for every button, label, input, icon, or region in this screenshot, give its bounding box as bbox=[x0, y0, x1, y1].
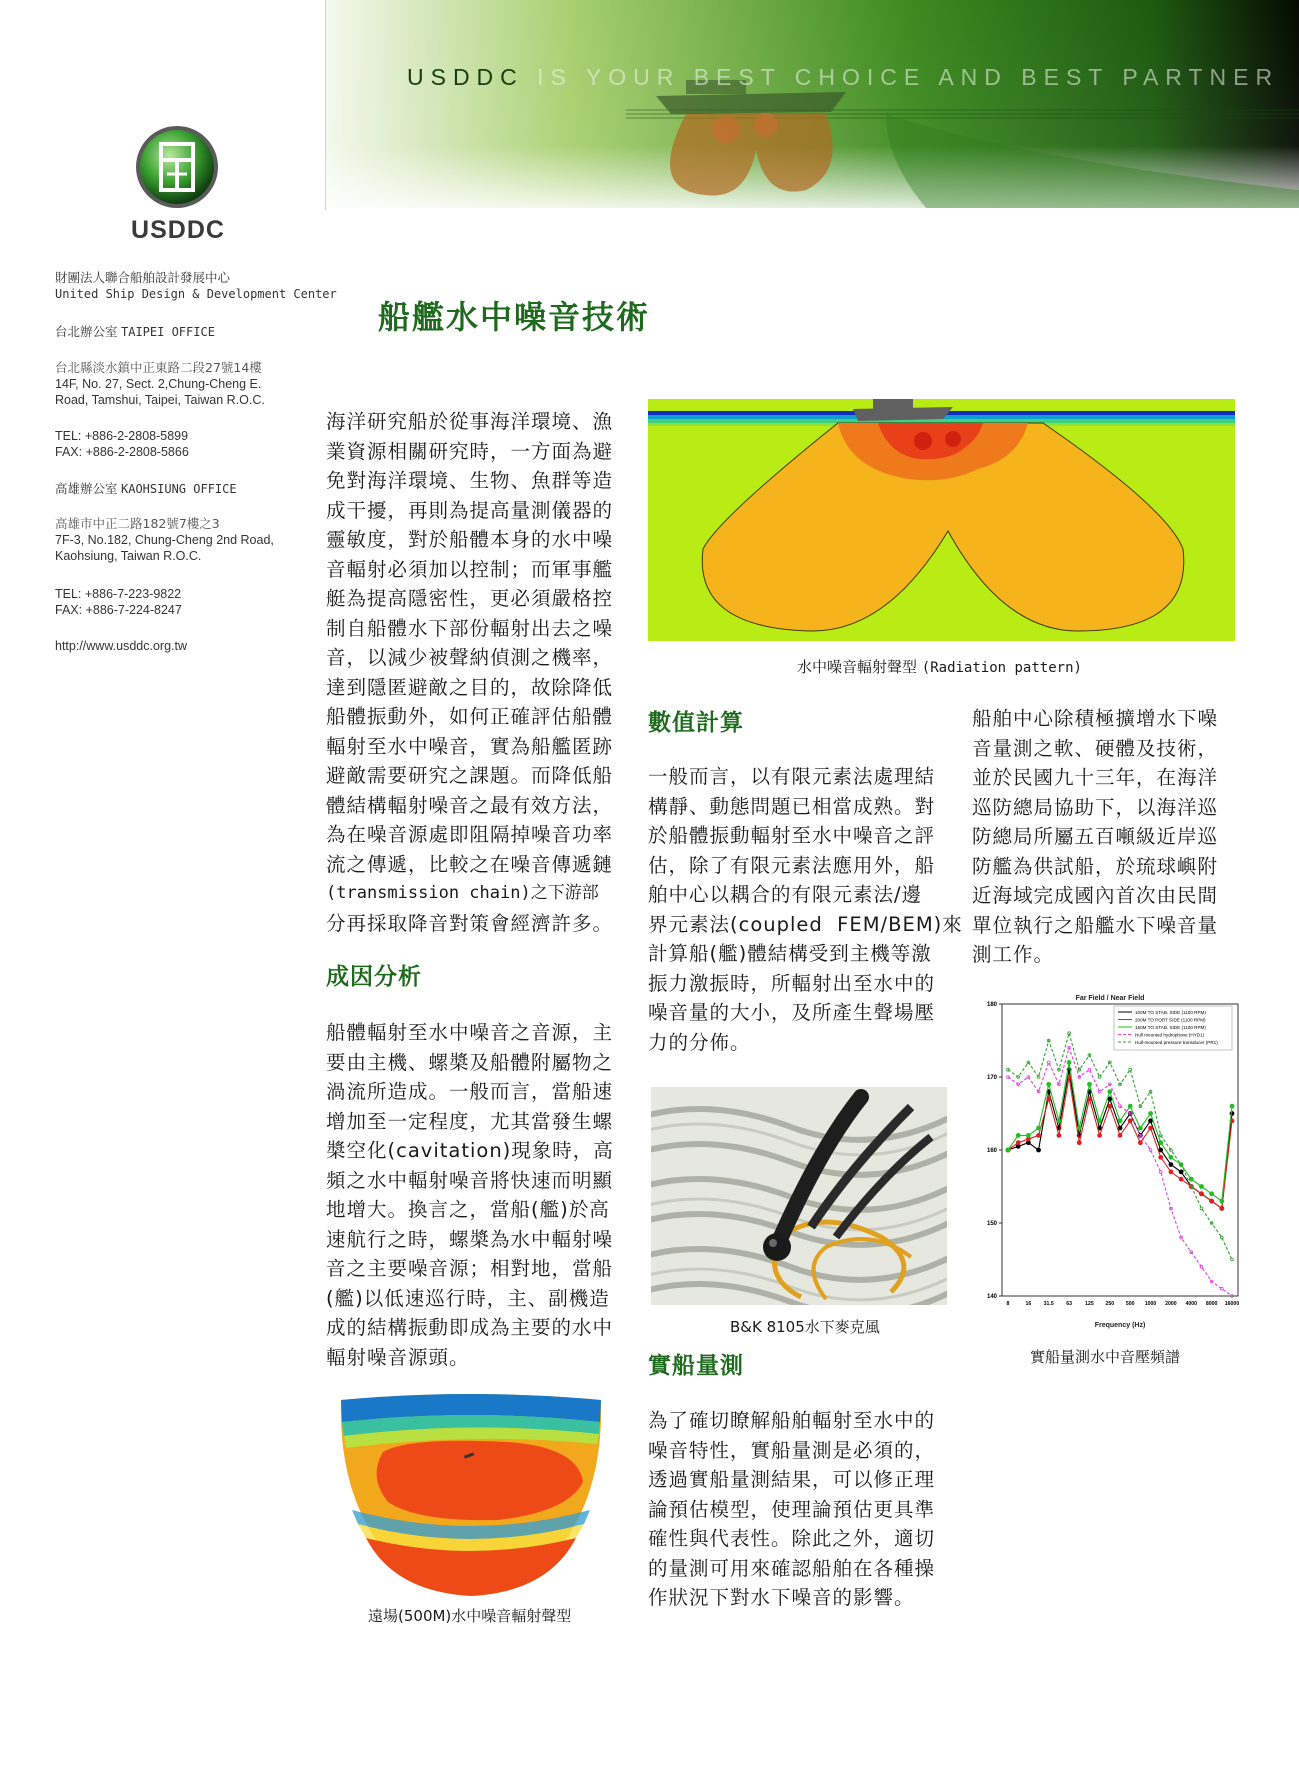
text-line: 單位執行之船艦水下噪音量 bbox=[972, 913, 1219, 937]
x-tick-label: 4000 bbox=[1185, 1301, 1198, 1307]
text-line: 業資源相關研究時，一方面為避 bbox=[326, 439, 614, 463]
data-point bbox=[1210, 1192, 1214, 1196]
text-line: 近海域完成國內首次由民間 bbox=[972, 884, 1219, 907]
data-point bbox=[1108, 1104, 1112, 1108]
x-tick-label: 2000 bbox=[1165, 1301, 1177, 1307]
data-point bbox=[1149, 1112, 1153, 1116]
radiation-caption bbox=[797, 656, 1082, 677]
measurement-paragraph bbox=[648, 1406, 958, 1613]
data-point bbox=[1108, 1090, 1112, 1094]
kaohsiung-contact bbox=[55, 586, 182, 618]
text-line: 地增大。換言之，當船(艦)於高 bbox=[326, 1198, 610, 1221]
data-point bbox=[1067, 1060, 1071, 1064]
y-tick-label: 140 bbox=[986, 1294, 997, 1300]
text-line: 計算船(艦)體結構受到主機等激 bbox=[648, 942, 932, 965]
text-line: 防艦為供試船，於琉球嶼附 bbox=[972, 854, 1219, 878]
text-line: 槳空化(cavitation)現象時，高 bbox=[326, 1139, 614, 1162]
text-line: 海洋研究船於從事海洋環境、漁 bbox=[326, 410, 614, 433]
data-point bbox=[1067, 1075, 1071, 1079]
text-line: 於船體振動輻射至水中噪音之評 bbox=[648, 824, 936, 847]
measurement-heading: 實船量測 bbox=[648, 1353, 744, 1379]
data-point bbox=[1087, 1082, 1091, 1086]
radiation-pattern-figure bbox=[648, 399, 1235, 641]
farfield-caption: 遠場(500M)水中噪音輻射聲型 bbox=[368, 1607, 572, 1625]
data-point bbox=[1169, 1155, 1173, 1159]
data-point bbox=[1199, 1185, 1203, 1189]
taipei-address-en1: 14F, No. 27, Sect. 2,Chung-Cheng E. bbox=[55, 377, 262, 391]
text-line: 流之傳遞，比較之在噪音傳遞鏈 bbox=[326, 852, 614, 876]
center-paragraph bbox=[972, 704, 1242, 970]
x-tick-label: 31.5 bbox=[1043, 1301, 1054, 1307]
radiation-caption-zh: 水中噪音輻射聲型 bbox=[797, 658, 922, 676]
text-line: 船舶中心除積極擴增水下噪 bbox=[972, 707, 1219, 730]
text-line: 測工作。 bbox=[972, 943, 1055, 966]
data-point bbox=[1230, 1104, 1234, 1108]
farfield-pattern-figure bbox=[338, 1392, 604, 1598]
y-tick-label: 150 bbox=[986, 1221, 997, 1227]
spectrum-chart-svg bbox=[968, 990, 1248, 1330]
data-point bbox=[1189, 1177, 1193, 1181]
x-tick-label: 63 bbox=[1066, 1301, 1072, 1307]
data-point bbox=[1159, 1148, 1163, 1152]
legend-label: Hull mounted hydrophone (HYD1) bbox=[1135, 1032, 1205, 1038]
text-line: 成的結構振動即成為主要的水中 bbox=[326, 1316, 614, 1339]
data-point bbox=[1159, 1141, 1163, 1145]
data-point bbox=[1016, 1133, 1020, 1137]
data-point bbox=[1077, 1126, 1081, 1130]
org-name-en: United Ship Design & Development Center bbox=[55, 287, 337, 301]
usddc-logo-icon bbox=[134, 124, 220, 210]
text-line: 增加至一定程度，尤其當發生螺 bbox=[326, 1109, 614, 1133]
text-line: 成干擾，再則為提高量測儀器的 bbox=[326, 498, 614, 522]
taipei-address bbox=[55, 360, 265, 408]
data-point bbox=[1016, 1141, 1020, 1145]
data-point bbox=[1210, 1199, 1214, 1203]
kaohsiung-fax: FAX: +886-7-224-8247 bbox=[55, 603, 182, 617]
text-line: 要由主機、螺槳及船體附屬物之 bbox=[326, 1050, 614, 1074]
intro-paragraph bbox=[326, 407, 626, 938]
text-line: 渦流所造成。一般而言，當船速 bbox=[326, 1080, 614, 1103]
spectrum-caption: 實船量測水中音壓頻譜 bbox=[1030, 1348, 1181, 1366]
x-tick-label: 8 bbox=[1006, 1301, 1010, 1307]
text-line: 音輻射必須加以控制；而軍事艦 bbox=[326, 557, 614, 581]
text-line: 頻之水中輻射噪音將快速而明顯 bbox=[326, 1168, 614, 1192]
x-tick-label: 16000 bbox=[1224, 1301, 1240, 1307]
data-point bbox=[1118, 1126, 1122, 1130]
x-tick-label: 8000 bbox=[1205, 1301, 1218, 1307]
data-point bbox=[1149, 1126, 1153, 1130]
tagline-brand: USDDC bbox=[407, 64, 538, 90]
text-line: 並於民國九十三年，在海洋 bbox=[972, 766, 1219, 789]
numerical-heading: 數值計算 bbox=[648, 710, 744, 736]
spectrum-chart bbox=[968, 990, 1248, 1330]
text-line: 界元素法(coupled FEM/BEM)來 bbox=[648, 912, 963, 936]
text-line: 論預估模型，使理論預估更具準 bbox=[648, 1497, 936, 1521]
data-point bbox=[1169, 1163, 1173, 1167]
text-line: 船體輻射至水中噪音之音源，主 bbox=[326, 1021, 614, 1044]
text-line: 音之主要噪音源；相對地，當船 bbox=[326, 1257, 614, 1280]
taipei-fax: FAX: +886-2-2808-5866 bbox=[55, 445, 189, 459]
text-line: 音，以減少被聲納偵測之機率， bbox=[326, 646, 614, 669]
data-point bbox=[1179, 1177, 1183, 1181]
text-line: 為了確切瞭解船舶輻射至水中的 bbox=[648, 1409, 936, 1432]
data-point bbox=[1108, 1097, 1112, 1101]
text-line: 作狀況下對水下噪音的影響。 bbox=[648, 1586, 915, 1609]
data-point bbox=[1138, 1141, 1142, 1145]
kaohsiung-office-zh: 高雄辦公室 bbox=[55, 481, 118, 496]
data-point bbox=[1138, 1126, 1142, 1130]
taipei-address-en2: Road, Tamshui, Taipei, Taiwan R.O.C. bbox=[55, 393, 265, 407]
text-line: 舶中心以耦合的有限元素法/邊 bbox=[648, 883, 923, 906]
website-link[interactable]: http://www.usddc.org.tw bbox=[55, 639, 188, 653]
page-title: 船艦水中噪音技術 bbox=[378, 298, 651, 336]
data-point bbox=[1047, 1097, 1051, 1101]
taipei-office-zh: 台北辦公室 bbox=[55, 324, 118, 339]
chart-title: Far Field / Near Field bbox=[1075, 995, 1145, 1002]
kaohsiung-address-en2: Kaohsiung, Taiwan R.O.C. bbox=[55, 549, 202, 563]
data-point bbox=[1037, 1133, 1041, 1137]
kaohsiung-office-label bbox=[55, 481, 237, 497]
y-tick-label: 170 bbox=[986, 1075, 997, 1081]
hydrophone-caption: B&K 8105水下麥克風 bbox=[730, 1318, 880, 1336]
text-line: 靈敏度，對於船體本身的水中噪 bbox=[326, 528, 614, 551]
text-line: 振力激振時，所輻射出至水中的 bbox=[648, 971, 936, 995]
cause-paragraph bbox=[326, 1018, 626, 1372]
data-point bbox=[1128, 1104, 1132, 1108]
text-line: 確性與代表性。除此之外，適切 bbox=[648, 1527, 936, 1550]
text-line: 透過實船量測結果，可以修正理 bbox=[648, 1468, 936, 1491]
data-point bbox=[1006, 1148, 1010, 1152]
text-line: 構靜、動態問題已相當成熟。對 bbox=[648, 794, 936, 818]
data-point bbox=[1128, 1119, 1132, 1123]
text-line: 輻射噪音源頭。 bbox=[326, 1345, 470, 1369]
radiation-caption-en: (Radiation pattern) bbox=[921, 660, 1082, 676]
data-point bbox=[1169, 1170, 1173, 1174]
text-line: 噪音特性，實船量測是必須的， bbox=[648, 1438, 936, 1462]
data-point bbox=[1220, 1199, 1224, 1203]
x-tick-label: 500 bbox=[1125, 1301, 1135, 1307]
logo-text: USDDC bbox=[131, 216, 225, 244]
data-point bbox=[1199, 1192, 1203, 1196]
text-line: 為在噪音源處即阻隔掉噪音功率 bbox=[326, 823, 614, 846]
org-name-zh: 財團法人聯合船舶設計發展中心 bbox=[55, 270, 231, 285]
x-tick-label: 16 bbox=[1025, 1301, 1032, 1307]
data-point bbox=[1159, 1155, 1163, 1159]
x-axis-label: Frequency (Hz) bbox=[1094, 1322, 1146, 1329]
text-line: 船體振動外，如何正確評估船體 bbox=[326, 705, 614, 728]
hydrophone-photo bbox=[651, 1087, 947, 1305]
text-line: 制自船體水下部份輻射出去之噪 bbox=[326, 616, 614, 640]
taipei-tel: TEL: +886-2-2808-5899 bbox=[55, 429, 189, 443]
org-info bbox=[55, 270, 337, 302]
legend-label: 150M TO STAB. SIDE (1100 RPM) bbox=[1135, 1024, 1206, 1030]
taipei-office-label bbox=[55, 324, 215, 340]
text-line: 估，除了有限元素法應用外，船 bbox=[648, 853, 936, 877]
data-point bbox=[1220, 1206, 1224, 1210]
kaohsiung-address bbox=[55, 516, 274, 564]
data-point bbox=[1037, 1126, 1041, 1130]
data-point bbox=[1037, 1148, 1041, 1152]
text-line: 艇為提高隱密性，更必須嚴格控 bbox=[326, 587, 614, 610]
data-point bbox=[1026, 1133, 1030, 1137]
kaohsiung-address-zh: 高雄市中正二路182號7樓之3 bbox=[55, 516, 220, 531]
text-line: 體結構輻射噪音之最有效方法， bbox=[326, 793, 614, 817]
text-line: 免對海洋環境、生物、魚群等造 bbox=[326, 469, 614, 492]
data-point bbox=[1118, 1119, 1122, 1123]
text-line: 音量測之軟、硬體及技術， bbox=[972, 736, 1219, 760]
kaohsiung-tel: TEL: +886-7-223-9822 bbox=[55, 587, 182, 601]
legend-label: 200M TO PORT SIDE (1100 RPM) bbox=[1135, 1017, 1206, 1023]
data-point bbox=[1098, 1133, 1102, 1137]
text-line: 力的分佈。 bbox=[648, 1030, 751, 1054]
kaohsiung-office-en: KAOHSIUNG OFFICE bbox=[121, 482, 237, 496]
x-tick-label: 125 bbox=[1085, 1301, 1094, 1307]
text-line: (艦)以低速巡行時，主、副機造 bbox=[326, 1286, 610, 1310]
text-line: 達到隱匿避敵之目的，故除降低 bbox=[326, 675, 614, 699]
text-line: (transmission chain)之下游部 bbox=[326, 883, 599, 903]
data-point bbox=[1118, 1133, 1122, 1137]
header-tagline bbox=[407, 64, 1279, 91]
text-line: 速航行之時，螺槳為水中輻射噪 bbox=[326, 1227, 614, 1251]
text-line: 一般而言，以有限元素法處理結 bbox=[648, 765, 936, 788]
text-line: 防總局所屬五百噸級近岸巡 bbox=[972, 825, 1219, 848]
numerical-paragraph bbox=[648, 762, 963, 1057]
data-point bbox=[1179, 1170, 1183, 1174]
x-tick-label: 1000 bbox=[1144, 1301, 1157, 1307]
legend-label: 100M TO STAB. SIDE (1100 RPM) bbox=[1135, 1009, 1206, 1015]
text-line: 噪音量的大小，及所產生聲場壓 bbox=[648, 1001, 936, 1024]
text-line: 的量測可用來確認船舶在各種操 bbox=[648, 1556, 936, 1580]
text-line: 巡防總局協助下，以海洋巡 bbox=[972, 795, 1219, 819]
data-point bbox=[1057, 1119, 1061, 1123]
kaohsiung-address-en1: 7F-3, No.182, Chung-Cheng 2nd Road, bbox=[55, 533, 274, 547]
header-banner bbox=[326, 0, 1299, 208]
data-point bbox=[1047, 1082, 1051, 1086]
y-tick-label: 180 bbox=[986, 1002, 997, 1008]
x-tick-label: 250 bbox=[1105, 1301, 1115, 1307]
text-line: 分再採取降音對策會經濟許多。 bbox=[326, 911, 614, 935]
cause-heading: 成因分析 bbox=[326, 964, 422, 990]
taipei-office-en: TAIPEI OFFICE bbox=[121, 325, 215, 339]
taipei-address-zh: 台北縣淡水鎮中正東路二段27號14樓 bbox=[55, 360, 262, 375]
text-line: 避敵需要研究之課題。而降低船 bbox=[326, 764, 614, 787]
y-tick-label: 160 bbox=[986, 1148, 997, 1154]
data-point bbox=[1077, 1141, 1081, 1145]
text-line: 輻射至水中噪音，實為船艦匿跡 bbox=[326, 734, 614, 758]
data-point bbox=[1087, 1097, 1091, 1101]
data-point bbox=[1057, 1133, 1061, 1137]
data-point bbox=[1098, 1119, 1102, 1123]
tagline-rest: IS YOUR BEST CHOICE AND BEST PARTNER bbox=[537, 64, 1280, 90]
taipei-contact bbox=[55, 428, 189, 460]
data-point bbox=[1149, 1119, 1153, 1123]
legend-label: Hull-mounted pressure transducer (PR1) bbox=[1135, 1039, 1218, 1045]
